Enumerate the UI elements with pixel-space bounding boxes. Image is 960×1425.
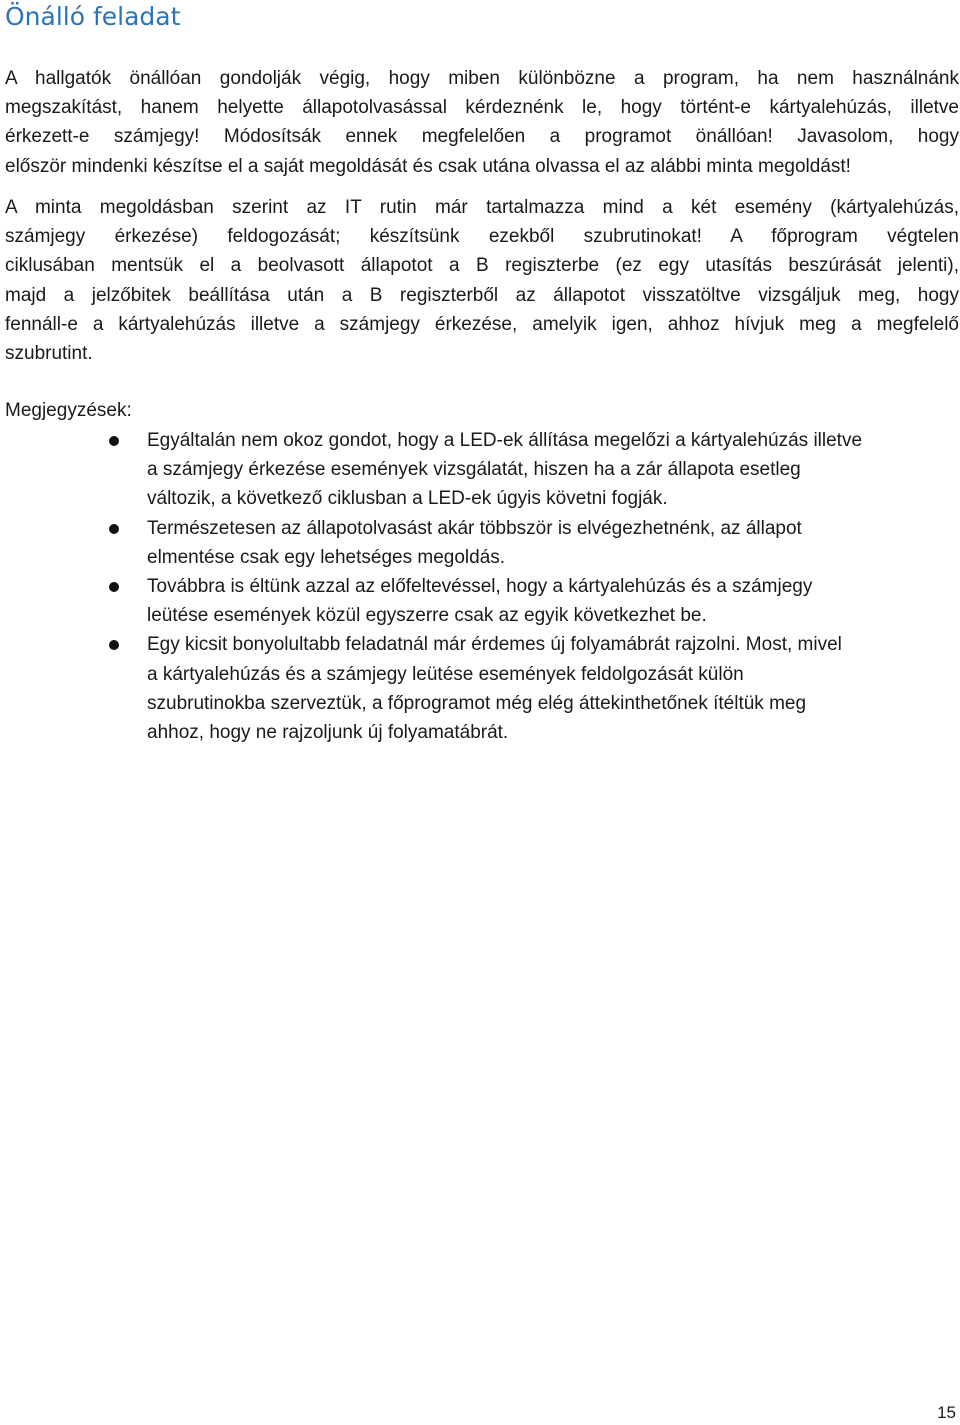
- section-heading: Önálló feladat: [5, 2, 181, 31]
- note-line: Egy kicsit bonyolultabb feladatnál már érdemes új folyamábrát rajzolni. Most, mivel: [147, 634, 842, 656]
- note-line: ahhoz, hogy ne rajzoljunk új folyamatábrát.: [147, 722, 509, 744]
- paragraph-line: megszakítást, hanem helyette állapotolvasással kérdeznénk le, hogy történt-e kártyalehúzás, illetve: [5, 97, 959, 119]
- paragraph-line: A hallgatók önállóan gondolják végig, hogy miben különbözne a program, ha nem használnánk: [5, 68, 959, 89]
- paragraph-line: A minta megoldásban szerint az IT rutin már tartalmazza mind a két esemény (kártyalehúzás,: [5, 197, 959, 218]
- note-line: változik, a következő ciklusban a LED-ek úgyis követni fogják.: [147, 488, 668, 510]
- note-item: [0, 630, 955, 747]
- paragraph-line: majd a jelzőbitek beállítása után a B regiszterből az állapotot visszatöltve vizsgáljuk meg, hogy: [5, 284, 959, 306]
- notes-title: Megjegyzések:: [5, 400, 132, 421]
- note-line: elmentése csak egy lehetséges megoldás.: [147, 546, 506, 568]
- paragraph-line: érkezett-e számjegy! Módosítsák ennek megfelelően a programot önállóan! Javasolom, hogy: [5, 126, 959, 148]
- note-item: [0, 426, 955, 514]
- bullet-icon: [109, 524, 119, 534]
- paragraph-line: számjegy érkezése) feldogozását; készítsünk ezekből szubrutinokat! A főprogram végtelen: [5, 226, 959, 248]
- note-line: a kártyalehúzás és a számjegy leütése események feldolgozását külön: [147, 663, 744, 685]
- note-line: a számjegy érkezése események vizsgálatát, hiszen ha a zár állapota esetleg: [147, 459, 801, 481]
- bullet-icon: [109, 582, 119, 592]
- note-line: szubrutinokba szerveztük, a főprogramot még elég áttekinthetőnek ítéltük meg: [147, 692, 807, 714]
- page-number: 15: [937, 1403, 956, 1422]
- note-line: leütése események közül egyszerre csak az egyik következhet be.: [147, 605, 707, 627]
- intro-paragraph: [5, 64, 959, 181]
- paragraph-line: ciklusában mentsük el a beolvasott állapotot a B regiszterbe (ez egy utasítás beszúrását jelenti),: [5, 255, 959, 277]
- notes-list: [0, 426, 960, 747]
- note-line: Továbbra is éltünk azzal az előfeltevéssel, hogy a kártyalehúzás és a számjegy: [147, 576, 813, 598]
- bullet-icon: [109, 640, 119, 650]
- note-item: [0, 514, 955, 572]
- note-line: Természetesen az állapotolvasást akár többször is elvégezhetnénk, az állapot: [147, 517, 802, 539]
- solution-paragraph: [5, 193, 959, 368]
- paragraph-line: szubrutint.: [5, 343, 93, 365]
- note-item: [0, 572, 955, 630]
- bullet-icon: [109, 436, 119, 446]
- paragraph-line: fennáll-e a kártyalehúzás illetve a számjegy érkezése, amelyik igen, ahhoz hívjuk meg a megfelelő: [5, 313, 959, 335]
- note-line: Egyáltalán nem okoz gondot, hogy a LED-ek állítása megelőzi a kártyalehúzás illetve: [147, 430, 863, 451]
- paragraph-line: először mindenki készítse el a saját megoldását és csak utána olvassa el az alábbi minta megoldást!: [5, 155, 851, 177]
